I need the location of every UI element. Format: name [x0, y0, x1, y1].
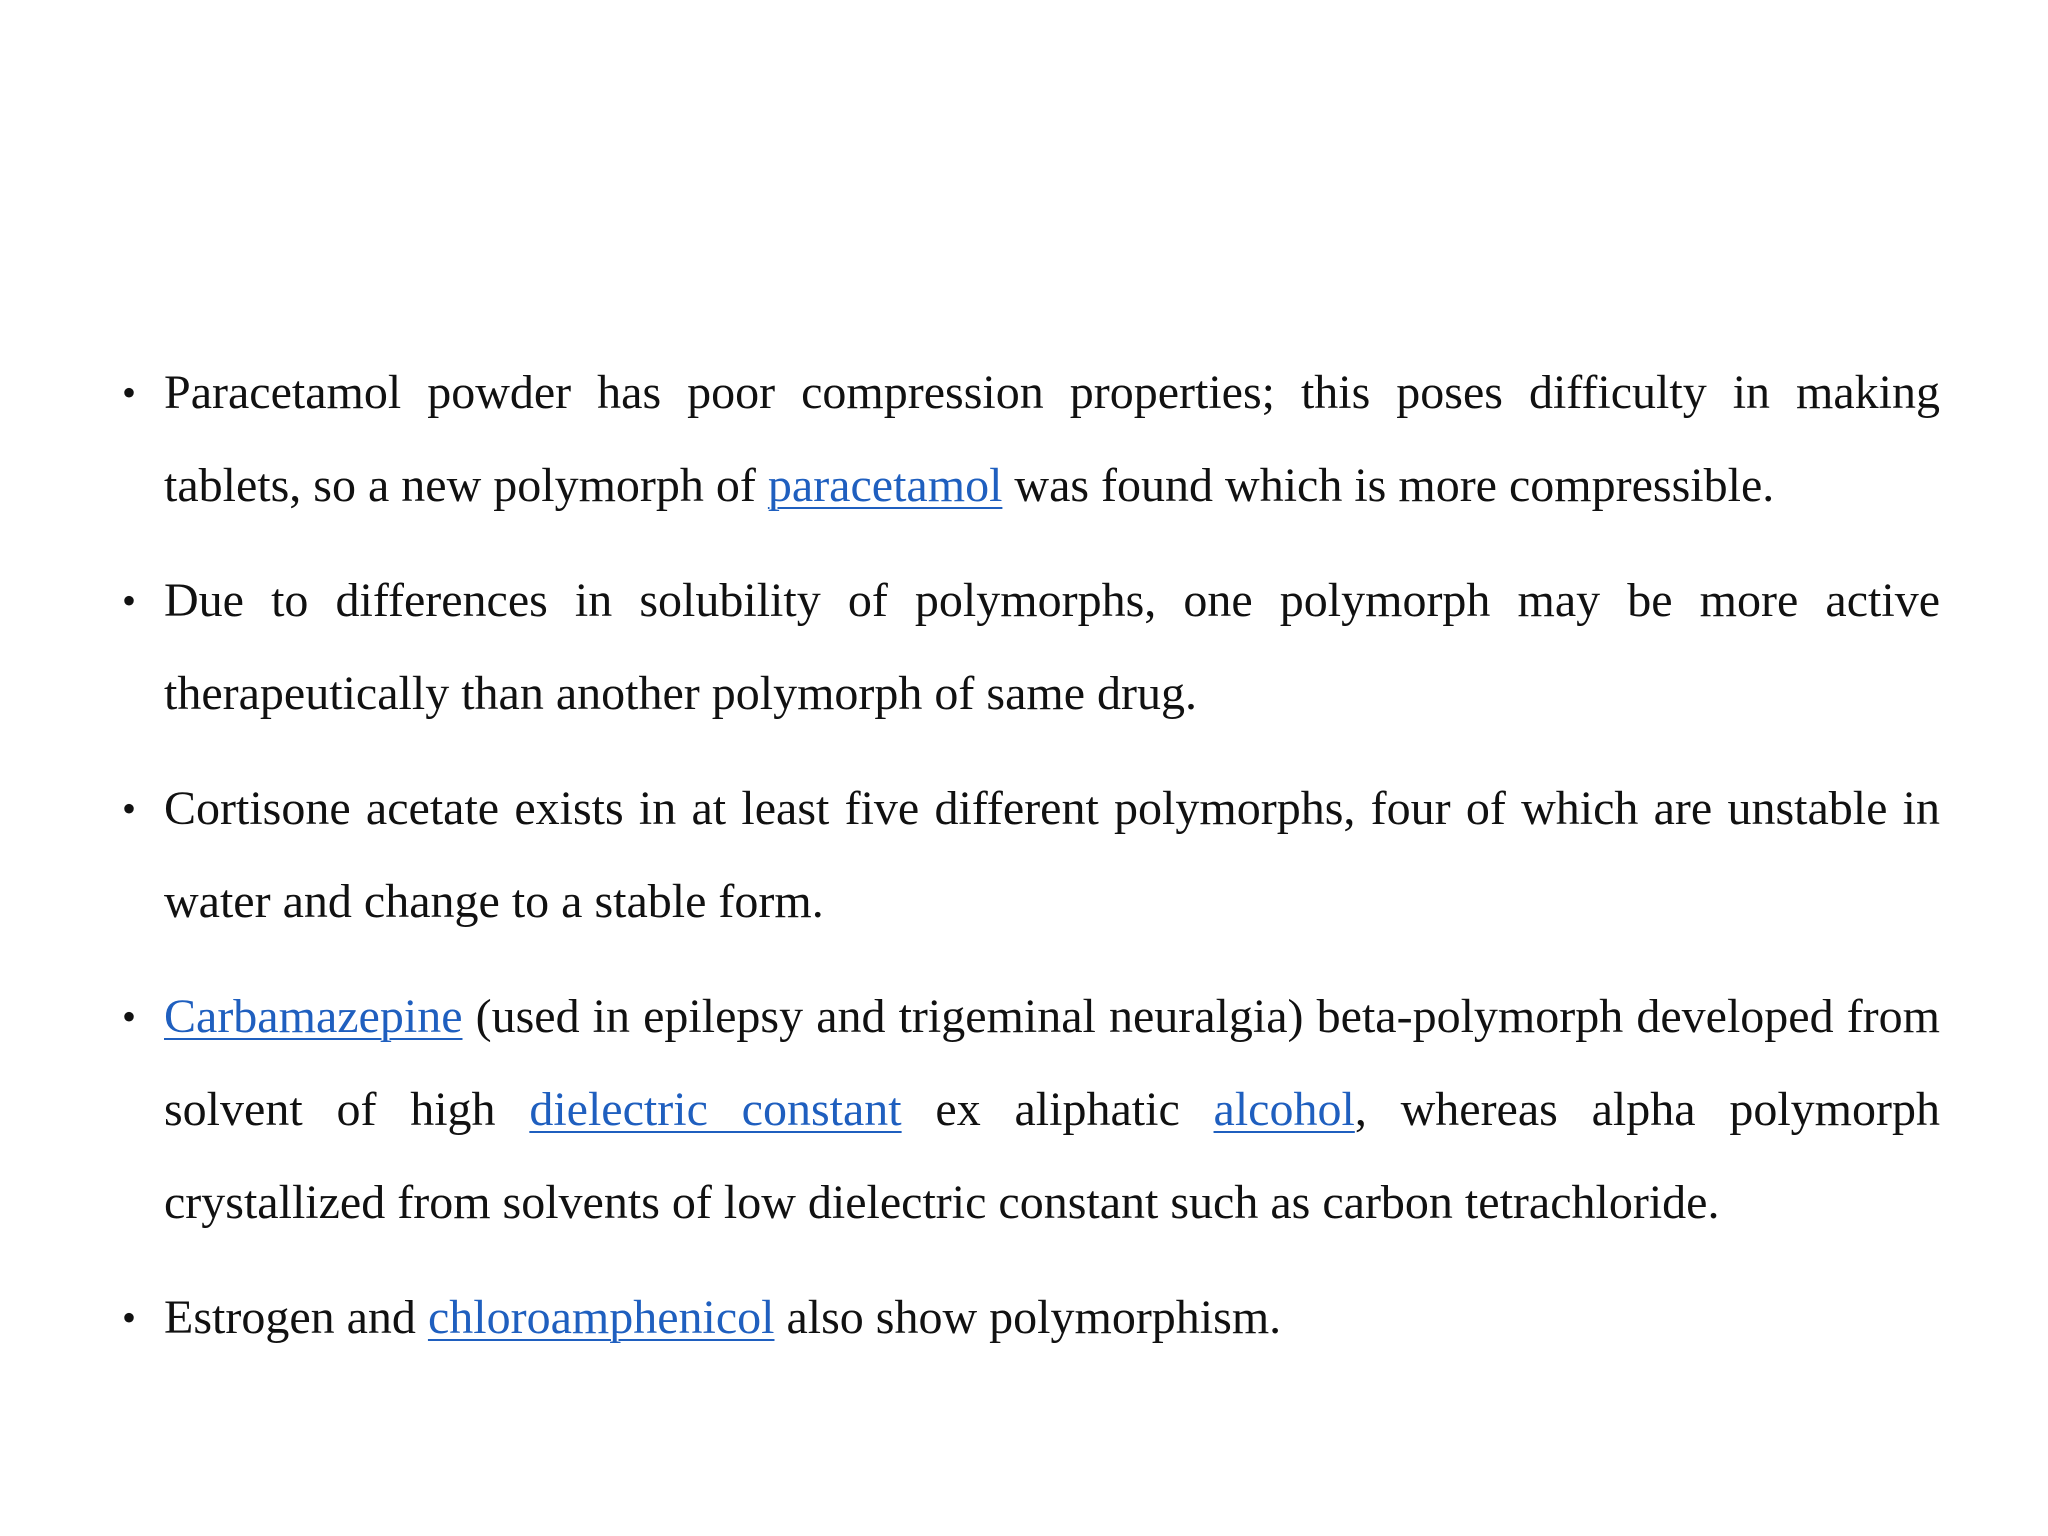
bullet-text: Cortisone acetate exists in at least five different polymorphs, four of which are unstable in water and change to a stable form.: [164, 782, 1940, 928]
bullet-list: [122, 346, 1940, 1386]
link-alcohol[interactable]: alcohol: [1213, 1083, 1355, 1136]
bullet-dot: •: [122, 578, 137, 623]
bullet-item-solubility: [122, 554, 1940, 740]
link-paracetamol[interactable]: paracetamol: [767, 459, 1003, 512]
bullet-text: Paracetamol powder has poor compression properties; this poses difficulty in making tablets, so a new polymorph of: [164, 366, 1940, 512]
bullet-dot: •: [122, 786, 137, 831]
bullet-dot: •: [122, 994, 137, 1039]
bullet-text: Estrogen and: [164, 1291, 428, 1344]
link-carbamazepine[interactable]: Carbamazepine: [164, 990, 463, 1043]
bullet-dot: •: [122, 1295, 137, 1340]
bullet-text: ex aliphatic: [901, 1083, 1214, 1136]
bullet-item-paracetamol: [122, 346, 1940, 532]
bullet-item-cortisone: [122, 762, 1940, 948]
bullet-text: , whereas alpha polymorph crystallized from solvents of low dielectric constant such as carbon tetrachloride.: [164, 1083, 1940, 1229]
bullet-text: also show polymorphism.: [774, 1291, 1282, 1344]
link-dielectric-constant[interactable]: dielectric constant: [529, 1083, 902, 1136]
bullet-text: (used in epilepsy and trigeminal neuralgia) beta-polymorph developed from solvent of high: [164, 990, 1940, 1136]
link-chloroamphenicol[interactable]: chloroamphenicol: [427, 1291, 775, 1344]
bullet-item-carbamazepine: [122, 970, 1940, 1249]
bullet-item-estrogen: [122, 1271, 1940, 1364]
bullet-text: was found which is more compressible.: [1002, 459, 1775, 512]
bullet-dot: •: [122, 370, 137, 415]
bullet-text: Due to differences in solubility of polymorphs, one polymorph may be more active therapeutically than another polymorph of same drug.: [164, 574, 1940, 720]
